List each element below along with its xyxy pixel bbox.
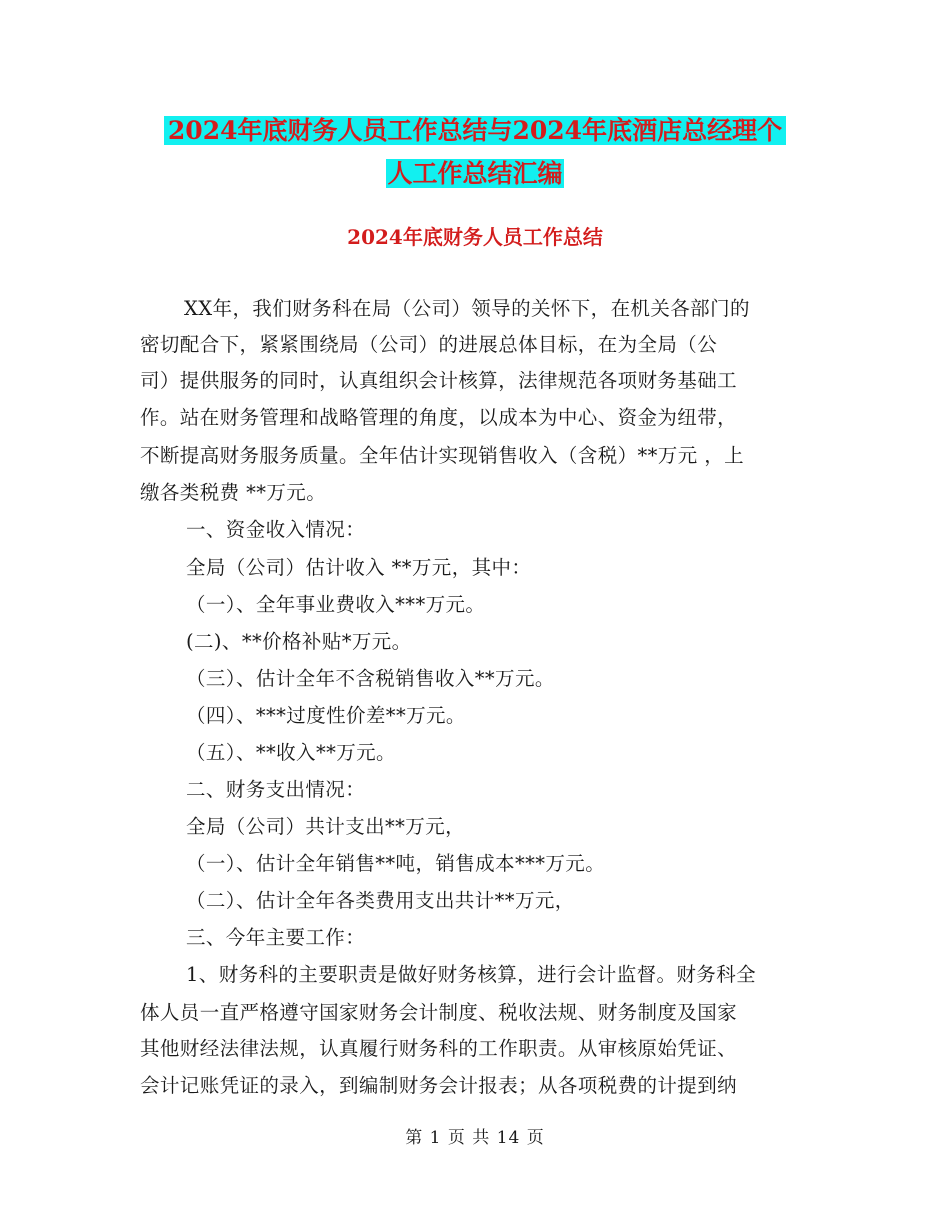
document-title-line-1 [0, 114, 950, 148]
paragraph-line: 司）提供服务的同时，认真组织会计核算，法律规范各项财务基础工 [140, 369, 738, 392]
list-item: （五）、**收入**万元。 [186, 741, 396, 764]
list-item: （三）、估计全年不含税销售收入**万元。 [186, 667, 555, 690]
paragraph-line: 缴各类税费 **万元。 [140, 481, 327, 504]
document-title-text-1: 2024年底财务人员工作总结与2024年底酒店总经理个 [164, 116, 786, 145]
list-item: 全局（公司）估计收入 **万元，其中： [186, 556, 532, 579]
list-heading: 三、今年主要工作： [186, 926, 366, 949]
list-heading: 一、资金收入情况： [186, 518, 366, 541]
list-item: （二）、估计全年各类费用支出共计**万元， [186, 889, 575, 912]
section-heading: 2024年底财务人员工作总结 [347, 225, 603, 249]
list-item: (二)、**价格补贴*万元。 [186, 630, 412, 653]
paragraph-line: 体人员一直严格遵守国家财务会计制度、税收法规、财务制度及国家 [140, 1001, 738, 1024]
list-item: （一）、估计全年销售**吨，销售成本***万元。 [186, 852, 606, 875]
list-item: （四）、***过度性价差**万元。 [186, 704, 466, 727]
paragraph-line: XX年，我们财务科在局（公司）领导的关怀下，在机关各部门的 [184, 297, 750, 320]
paragraph-line: 作。站在财务管理和战略管理的角度，以成本为中心、资金为纽带， [140, 406, 738, 429]
list-item: 全局（公司）共计支出**万元， [186, 815, 466, 838]
list-item: （一）、全年事业费收入***万元。 [186, 593, 486, 616]
document-title-line-2 [0, 157, 950, 191]
paragraph-line: 会计记账凭证的录入，到编制财务会计报表；从各项税费的计提到纳 [140, 1074, 738, 1097]
paragraph-line: 其他财经法律法规，认真履行财务科的工作职责。从审核原始凭证、 [140, 1037, 738, 1060]
paragraph-line: 密切配合下，紧紧围绕局（公司）的进展总体目标，在为全局（公 [140, 333, 718, 356]
page-number-footer: 第 1 页 共 14 页 [405, 1128, 545, 1148]
paragraph-line: 不断提高财务服务质量。全年估计实现销售收入（含税）**万元 ，上 [140, 444, 744, 467]
paragraph-line: 1、财务科的主要职责是做好财务核算，进行会计监督。财务科全 [186, 963, 757, 986]
document-title-text-2: 人工作总结汇编 [387, 159, 563, 188]
list-heading: 二、财务支出情况： [186, 778, 366, 801]
